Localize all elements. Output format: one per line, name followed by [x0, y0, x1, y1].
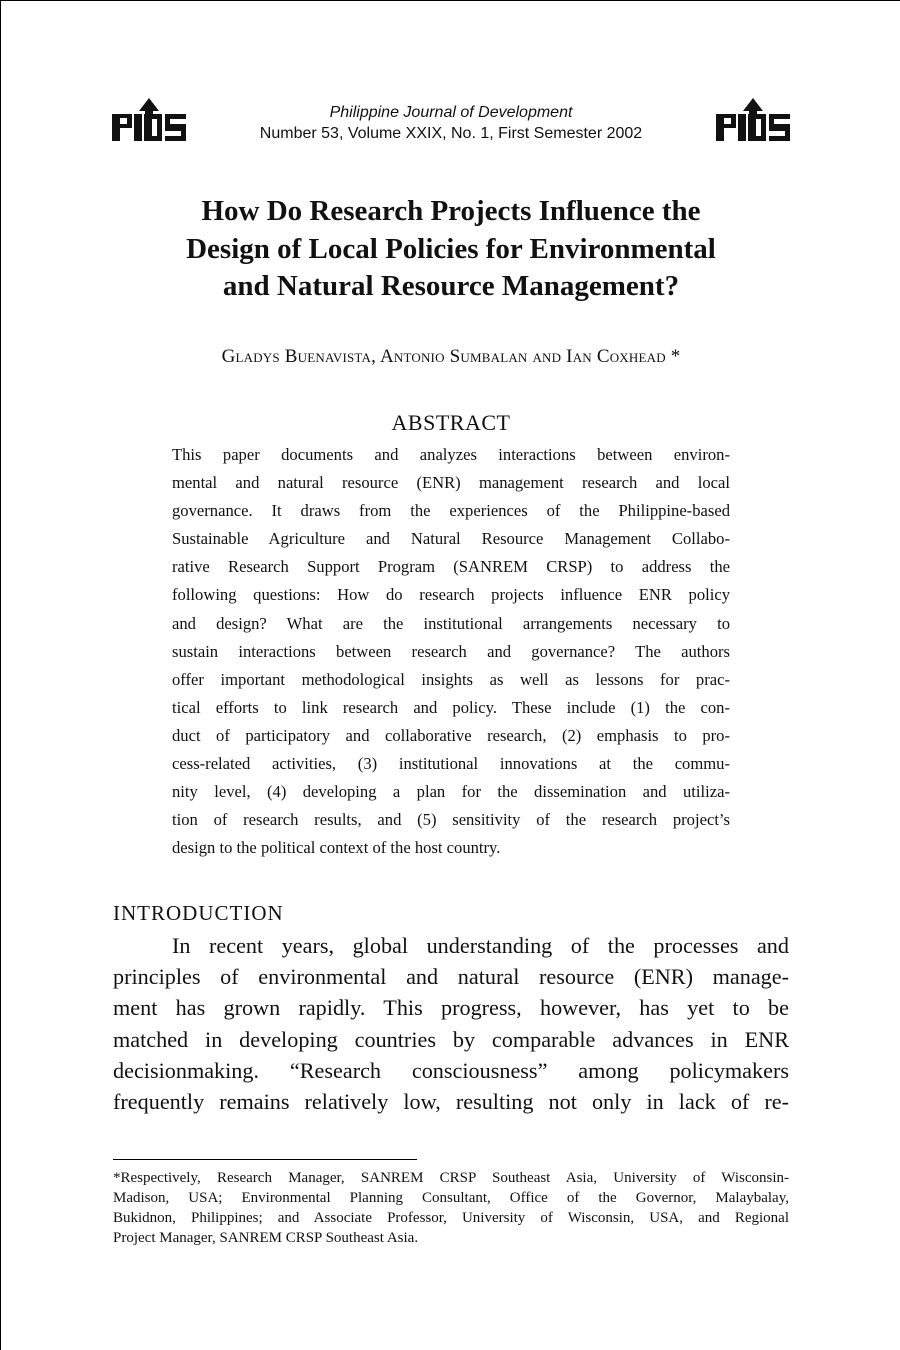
- journal-name: Philippine Journal of Development: [329, 104, 573, 121]
- introduction-line: decisionmaking. “Research consciousness” among policymakers: [113, 1057, 789, 1083]
- running-head: [201, 102, 701, 144]
- title-line: How Do Research Projects Influence the: [201, 195, 701, 227]
- footnote-line: Madison, USA; Environmental Planning Consultant, Office of the Governor, Malaybalay,: [113, 1190, 789, 1206]
- footnote-line: Project Manager, SANREM CRSP Southeast Asia.: [113, 1230, 419, 1246]
- abstract-line: duct of participatory and collaborative research, (2) emphasis to pro-: [172, 725, 730, 745]
- abstract-heading: ABSTRACT: [391, 410, 511, 435]
- introduction-line: principles of environmental and natural resource (ENR) manage-: [113, 964, 789, 990]
- introduction-line: matched in developing countries by comparable advances in ENR: [113, 1026, 789, 1052]
- abstract-line: tion of research results, and (5) sensitivity of the research project’s: [172, 810, 730, 830]
- introduction-line: frequently remains relatively low, resulting not only in lack of re-: [113, 1088, 789, 1114]
- abstract-line: tical efforts to link research and policy. These include (1) the con-: [172, 697, 730, 717]
- footnote-line: Bukidnon, Philippines; and Associate Professor, University of Wisconsin, USA, and Regional: [113, 1210, 789, 1226]
- author-list: Gladys Buenavista, Antonio Sumbalan and Ian Coxhead *: [221, 346, 681, 367]
- abstract-line: mental and natural resource (ENR) management research and local: [172, 473, 730, 493]
- abstract-line: offer important methodological insights as well as lessons for prac-: [172, 669, 730, 689]
- abstract-line: This paper documents and analyzes interactions between environ-: [172, 445, 730, 464]
- abstract-line: design to the political context of the host country.: [172, 838, 501, 858]
- footnote-line: *Respectively, Research Manager, SANREM CRSP Southeast Asia, University of Wisconsin-: [113, 1170, 789, 1186]
- abstract-line: governance. It draws from the experiences of the Philippine-based: [172, 501, 730, 521]
- introduction-heading: INTRODUCTION: [113, 901, 284, 925]
- abstract-line: following questions: How do research projects influence ENR policy: [172, 585, 730, 605]
- pids-logo-right: [715, 97, 791, 141]
- footnote-rule: [113, 1159, 417, 1160]
- introduction-text: [113, 930, 789, 1117]
- pids-logo-left: [111, 97, 187, 141]
- abstract-line: nity level, (4) developing a plan for the dissemination and utiliza-: [172, 782, 730, 802]
- abstract-line: and design? What are the institutional arrangements necessary to: [172, 613, 730, 633]
- abstract-line: Sustainable Agriculture and Natural Resource Management Collabo-: [172, 529, 730, 549]
- author-footnote: [113, 1168, 789, 1248]
- introduction-line: In recent years, global understanding of the processes and: [172, 933, 789, 958]
- introduction-line: ment has grown rapidly. This progress, however, has yet to be: [113, 995, 789, 1021]
- title-line: and Natural Resource Management?: [222, 270, 680, 302]
- abstract-text: [172, 441, 730, 862]
- issue-info: Number 53, Volume XXIX, No. 1, First Semester 2002: [259, 125, 643, 142]
- abstract-line: sustain interactions between research and governance? The authors: [172, 641, 730, 661]
- abstract-line: cess-related activities, (3) institutional innovations at the commu-: [172, 754, 730, 774]
- paper-title: [101, 193, 801, 306]
- abstract-line: rative Research Support Program (SANREM CRSP) to address the: [172, 557, 730, 577]
- title-line: Design of Local Policies for Environmental: [186, 232, 716, 265]
